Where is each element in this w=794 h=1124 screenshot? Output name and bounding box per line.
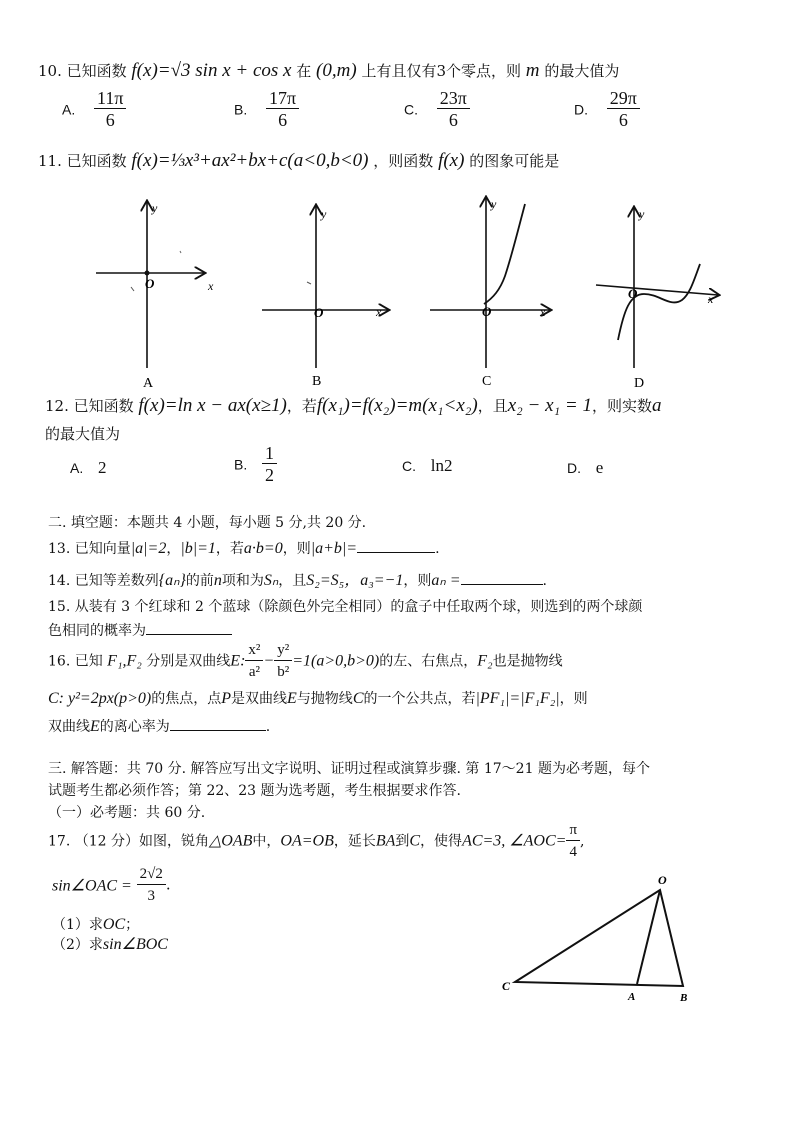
q13: 13. 已知向量|a|=2，|b|=1，若a·b=0，则|a+b|= . — [48, 540, 440, 557]
triangle-ocb — [515, 890, 683, 986]
q10-mid: 在 — [296, 62, 312, 80]
graph-b — [262, 206, 388, 368]
q10-option-b: B. $\frac{17\pi}{6}$ — [234, 88, 299, 131]
q10-option-d: D. $\frac{29\pi}{6}$ — [574, 88, 640, 131]
q10-option-a: A. $\frac{11\pi}{6}$ — [62, 88, 126, 131]
section3-line1: 三. 解答题：共 70 分. 解答应写出文字说明、证明过程或演算步骤. 第 17～21 题为必考题，每个 — [48, 761, 650, 777]
q10-formula: f(x)=√3 sin x + cos x — [131, 60, 292, 81]
q17-figure — [490, 868, 710, 1008]
graph-d-y-label: y — [639, 207, 645, 221]
graph-c-curve — [484, 204, 525, 304]
graph-a-letter: A — [143, 376, 154, 390]
q10-prefix: 10. 已知函数 — [38, 62, 127, 80]
graph-b-origin: O — [314, 305, 324, 320]
q10-end: 的最大值为 — [544, 62, 620, 80]
q10-stem — [38, 60, 619, 82]
graph-c-x-label: x — [540, 305, 546, 319]
graph-c — [430, 197, 550, 368]
graph-c-y-label: y — [491, 197, 497, 211]
q10-suffix: 上有且仅有3个零点，则 — [361, 62, 522, 80]
section3-line2: 试题考生都必须作答；第 22、23 题为选考题，考生根据要求作答. — [48, 783, 461, 799]
graph-b-y-label: y — [321, 207, 327, 221]
q10-var: m — [525, 60, 540, 81]
q17-part1: （1）求OC； — [52, 916, 140, 933]
q16-answer-blank[interactable] — [170, 730, 266, 731]
q17-sin: sin∠OAC = $\frac{2√2}{3}$ . — [52, 866, 171, 904]
label-b: B — [680, 992, 688, 1004]
graph-d — [596, 207, 718, 368]
graph-c-origin: O — [482, 304, 492, 319]
graph-a-y-label: y — [152, 201, 158, 215]
q12-option-d: D. e — [567, 458, 604, 477]
q17-part2: （2）求sin∠BOC — [52, 936, 168, 953]
graph-b-x-label: x — [376, 305, 382, 319]
q13-answer-blank[interactable] — [357, 552, 435, 553]
graph-a-x-label: x — [208, 279, 214, 293]
section3-line3: （一）必考题：共 60 分. — [48, 805, 206, 821]
q14: 14. 已知等差数列{aₙ}的前n项和为Sₙ，且S₂=S₅，a₃=−1，则aₙ = . — [48, 572, 547, 589]
q11-graphs — [0, 190, 794, 390]
graph-b-letter: B — [312, 374, 322, 389]
q12-line2: 的最大值为 — [45, 425, 121, 443]
graph-c-letter: C — [482, 374, 492, 389]
graph-a-origin: O — [145, 276, 155, 291]
q16-line3: 双曲线E的离心率为 . — [48, 718, 271, 735]
label-c: C — [502, 979, 511, 993]
graph-d-x-label: x — [708, 292, 714, 306]
q10-interval: (0,m) — [316, 60, 357, 81]
q15-answer-blank[interactable] — [146, 634, 232, 635]
graph-a-dot — [145, 271, 150, 276]
section2-heading: 二. 填空题：本题共 4 小题，每小题 5 分,共 20 分. — [48, 515, 367, 531]
graph-d-letter: D — [634, 376, 645, 390]
q14-answer-blank[interactable] — [461, 584, 543, 585]
graph-d-x-axis — [596, 285, 718, 295]
q11-stem: 11. 已知函数 f(x)=⅓x³+ax²+bx+c(a<0,b<0) ，则函数 f(x) 的图象可能是 — [38, 150, 560, 171]
q16-line1: 16. 已知 F₁,F₂ 分别是双曲线E: $\frac{\text{x²}}{\text{a²}}$ − $\frac{\text{y²}}{\text{b²}}$ =1(a>0,b>0)的左、右焦点，F₂也是抛物线 — [48, 642, 563, 680]
q16-line2: C: y²=2px(p>0)的焦点，点P是双曲线E与抛物线C的一个公共点，若|PF₁|=|F₁F₂|，则 — [48, 690, 588, 707]
q10-option-c: C. $\frac{23\pi}{6}$ — [404, 88, 470, 131]
graph-d-curve — [618, 264, 700, 340]
label-o: O — [658, 873, 667, 887]
q11-formula: f(x)=⅓x³+ax²+bx+c(a<0,b<0) — [131, 150, 369, 171]
q12-option-b: B. $\frac{1}{2}$ — [234, 443, 277, 486]
q12-stem: 12. 已知函数 f(x)=ln x − ax(x≥1)，若f(x₁)=f(x₂)=m(x₁<x₂)，且x₂ − x₁ = 1，则实数a — [45, 395, 662, 416]
segment-oa — [637, 890, 660, 984]
label-a: A — [628, 991, 636, 1003]
q12-option-a: A. 2 — [70, 458, 107, 477]
graph-a — [96, 201, 214, 368]
graph-d-origin: O — [628, 286, 638, 301]
q17-line1: 17. （12 分）如图，锐角△OAB中，OA=OB，延长BA到C，使得AC=3, ∠AOC= $\frac{\pi}{4}$ , — [48, 822, 585, 860]
q15-line2: 色相同的概率为 — [48, 620, 232, 640]
q15-line1: 15. 从装有 3 个红球和 2 个蓝球（除颜色外完全相同）的盒子中任取两个球，则选到的两个球颜 — [48, 599, 643, 615]
q12-option-c: C. ln2 — [402, 456, 453, 475]
